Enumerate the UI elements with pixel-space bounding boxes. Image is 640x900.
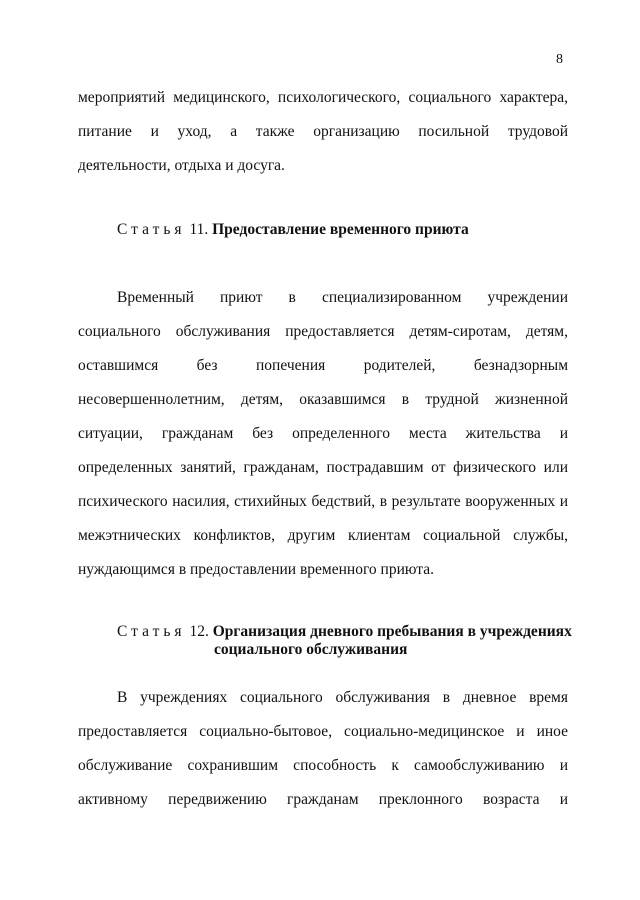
article-12-title-line-2: социального обслуживания bbox=[214, 641, 408, 658]
article-12-line-1: В учреждениях социального обслуживания в дневное время bbox=[117, 689, 568, 706]
page-number: 8 bbox=[556, 52, 563, 67]
article-12-word: Статья bbox=[117, 623, 186, 640]
article-11-line-8: межэтнических конфликтов, другим клиентам социальной службы, bbox=[78, 527, 568, 544]
intro-line-2: питание и уход, а также организацию посильной трудовой bbox=[78, 123, 568, 140]
article-11-word: Статья bbox=[117, 221, 186, 238]
article-11-line-4: несовершеннолетним, детям, оказавшимся в трудной жизненной bbox=[78, 391, 568, 408]
article-12-line-2: предоставляется социально-бытовое, социально-медицинское и иное bbox=[78, 723, 568, 740]
article-11-line-5: ситуации, гражданам без определенного места жительства и bbox=[78, 425, 568, 442]
article-12-number: 12. bbox=[189, 623, 209, 640]
article-12-title-line-1: Организация дневного пребывания в учреждениях bbox=[212, 623, 572, 640]
intro-line-1: мероприятий медицинского, психологического, социального характера, bbox=[78, 89, 568, 106]
intro-line-3: деятельности, отдыха и досуга. bbox=[78, 157, 285, 174]
article-12-heading bbox=[117, 623, 572, 641]
article-11-line-3: оставшимся без попечения родителей, безнадзорным bbox=[78, 357, 568, 374]
article-12-line-3: обслуживание сохранившим способность к самообслуживанию и bbox=[78, 757, 568, 774]
article-11-number: 11. bbox=[189, 221, 209, 238]
article-12-line-4: активному передвижению гражданам преклонного возраста и bbox=[78, 791, 568, 808]
article-11-heading bbox=[117, 221, 469, 239]
article-11-title: Предоставление временного приюта bbox=[212, 221, 469, 238]
article-11-line-1: Временный приют в специализированном учреждении bbox=[117, 289, 568, 306]
article-11-line-2: социального обслуживания предоставляется детям-сиротам, детям, bbox=[78, 323, 568, 340]
article-11-line-7: психического насилия, стихийных бедствий, в результате вооруженных и bbox=[78, 493, 568, 510]
article-11-line-9: нуждающимся в предоставлении временного приюта. bbox=[78, 561, 434, 578]
article-11-line-6: определенных занятий, гражданам, пострадавшим от физического или bbox=[78, 459, 568, 476]
